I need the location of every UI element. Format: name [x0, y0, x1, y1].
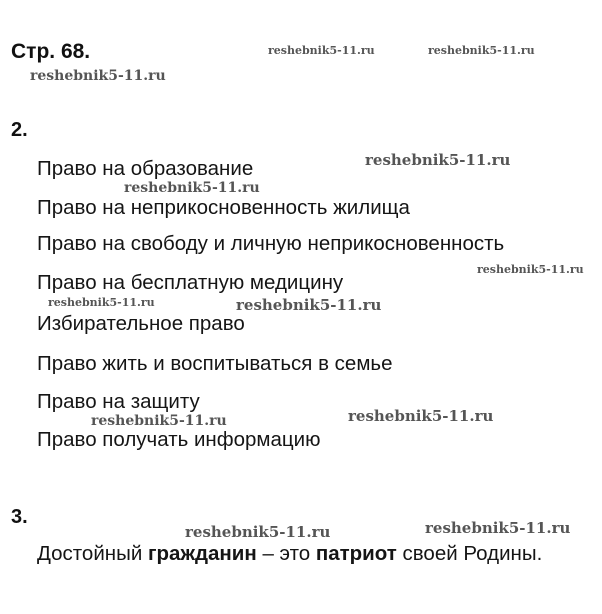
answer-text: – это: [256, 542, 316, 565]
watermark: reshebnik5-11.ru: [30, 68, 166, 84]
right-item: Право на бесплатную медицину: [37, 271, 344, 294]
answer-bold-patriot: патриот: [315, 542, 397, 565]
answer-text: Достойный: [37, 542, 148, 565]
task-3-answer: [37, 542, 542, 566]
right-item: Право на защиту: [37, 390, 200, 413]
right-item: Право на свободу и личную неприкосновенность: [37, 232, 505, 255]
watermark: reshebnik5-11.ru: [48, 296, 155, 309]
right-item: Право получать информацию: [37, 428, 321, 451]
watermark: reshebnik5-11.ru: [91, 413, 227, 429]
watermark: reshebnik5-11.ru: [428, 44, 535, 57]
watermark: reshebnik5-11.ru: [425, 519, 571, 537]
watermark: reshebnik5-11.ru: [477, 263, 584, 276]
right-item: Право на неприкосновенность жилища: [37, 196, 410, 219]
task-3-number: 3.: [11, 506, 28, 528]
right-item: Право жить и воспитываться в семье: [37, 352, 393, 375]
watermark: reshebnik5-11.ru: [236, 296, 382, 314]
watermark: reshebnik5-11.ru: [185, 523, 331, 541]
right-item: Право на образование: [37, 157, 254, 180]
answer-text: своей Родины.: [396, 542, 543, 565]
watermark: reshebnik5-11.ru: [268, 44, 375, 57]
watermark: reshebnik5-11.ru: [365, 151, 511, 169]
watermark: reshebnik5-11.ru: [348, 407, 494, 425]
page-title: Стр. 68.: [11, 40, 91, 63]
answer-bold-citizen: гражданин: [147, 542, 257, 565]
task-2-number: 2.: [11, 119, 28, 141]
watermark: reshebnik5-11.ru: [124, 180, 260, 196]
right-item: Избирательное право: [37, 312, 245, 335]
